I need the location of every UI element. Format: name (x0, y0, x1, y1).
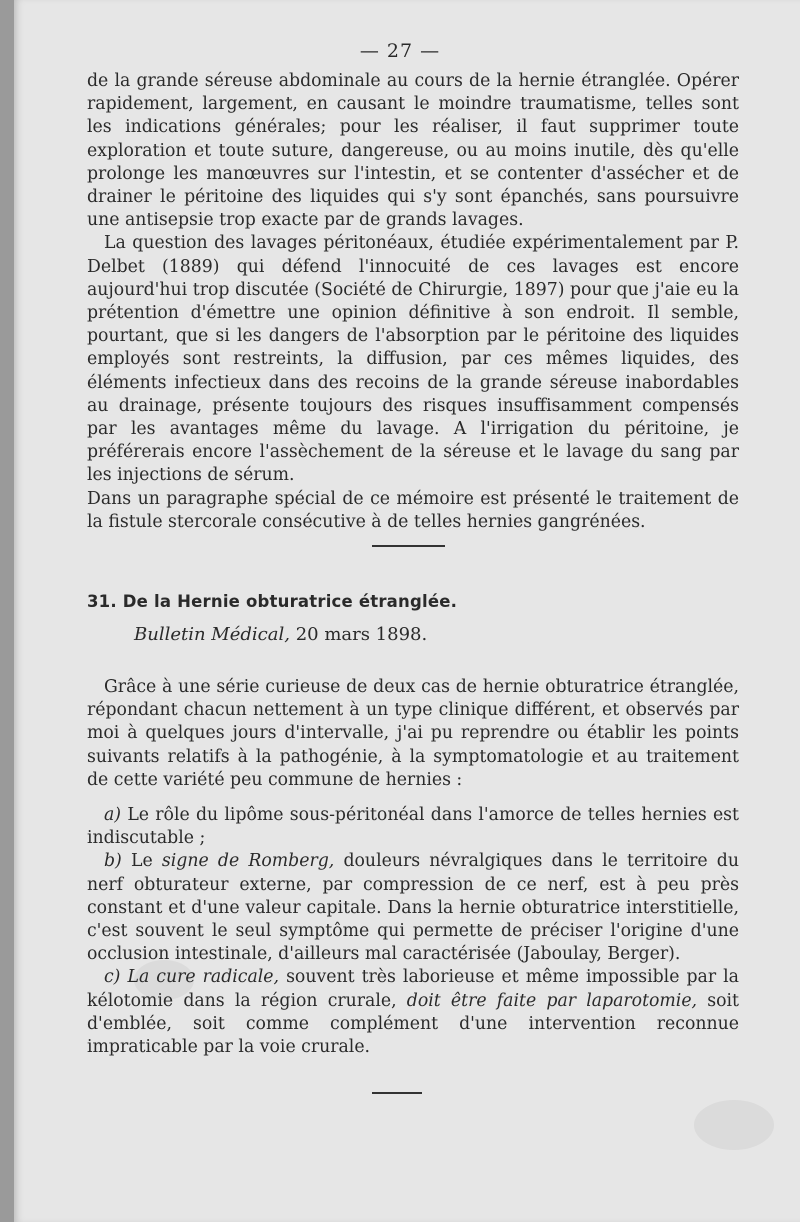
paragraph: La question des lavages péritonéaux, étudiée expérimentalement par P. Delbet (1889) qui défend l'innocuité de ces lavages est encore aujourd'hui trop discutée (Société de Chirurgie, 1897) pour que j'aie eu la prétention d'émettre une opinion définitive à son endroit. Il semble, pourtant, que si les dangers de l'absorption par le péritoine des liquides employés sont restreints, la diffusion, par ces mêmes liquides, des éléments infectieux dans des recoins de la grande séreuse inabordables au drainage, présente toujours des risques insuffisamment compensés par les avantages même du lavage. A l'irrigation du péritoine, je préférerais encore l'assèchement de la séreuse et le lavage du sang par les injections de sérum. (87, 233, 739, 486)
item-text: douleurs névralgiques dans le territoire du nerf obturateur externe, par compression de ce nerf, est à peu près constant et d'une valeur capitale. Dans la hernie obturatrice interstitielle, c'est souvent le seul symptôme qui permette de préciser l'origine d'une occlusion intestinale, d'ailleurs mal caractérisée (Jaboulay, Berger). (87, 851, 739, 965)
list-item (87, 966, 739, 1059)
list-item (87, 850, 739, 966)
item-lead: Le (131, 851, 153, 872)
item-text: souvent très laborieuse et même impossible par la kélotomie dans la région crurale, (87, 967, 739, 1011)
item-label: a) (104, 805, 122, 826)
citation-journal: Bulletin Médical, (134, 624, 290, 645)
section-divider (372, 1092, 422, 1094)
paper-stain (694, 1100, 774, 1150)
paragraph: de la grande séreuse abdominale au cours de la hernie étranglée. Opérer rapidement, largement, en causant le moindre traumatisme, telles sont les indications générales; pour les réaliser, il faut supprimer toute exploration et toute suture, dangereuse, ou au moins inutile, dès qu'elle prolonge les manœuvres sur l'intestin, et se contenter d'assécher et de drainer le péritoine des liquides qui s'y sont épanchés, sans poursuivre une antisepsie trop exacte par de grands lavages. (87, 71, 739, 231)
page-number: — 27 — (359, 40, 441, 62)
item-emphasis: doit être faite par laparotomie, (406, 990, 698, 1011)
item-label: c) (104, 967, 121, 988)
paragraph: Dans un paragraphe spécial de ce mémoire est présenté le traitement de la fistule stercorale consécutive à de telles hernies gangrénées. (87, 488, 739, 532)
section-30-continuation (87, 70, 739, 534)
item-text: soit d'emblée, soit comme complément d'une intervention reconnue impraticable par la voie crurale. (87, 990, 739, 1058)
item-text: Le rôle du lipôme sous-péritonéal dans l'amorce de telles hernies est indiscutable ; (87, 805, 739, 849)
section-heading: 31. De la Hernie obturatrice étranglée. (87, 592, 458, 611)
paragraph: Grâce à une série curieuse de deux cas de hernie obturatrice étranglée, répondant chacun nettement à un type clinique différent, et observés par moi à quelques jours d'intervalle, j'ai pu reprendre ou établir les points suivants relatifs à la pathogénie, à la symptomatologie et au traitement de cette variété peu commune de hernies : (87, 677, 739, 790)
section-31-body (87, 676, 739, 1059)
item-emphasis: La cure radicale, (127, 967, 280, 988)
item-emphasis: signe de Romberg, (161, 851, 335, 872)
list-item (87, 804, 739, 850)
item-label: b) (104, 851, 122, 872)
citation-date: 20 mars 1898. (295, 624, 428, 645)
citation (134, 624, 427, 645)
scan-left-edge (0, 0, 14, 1222)
section-divider (372, 545, 445, 547)
